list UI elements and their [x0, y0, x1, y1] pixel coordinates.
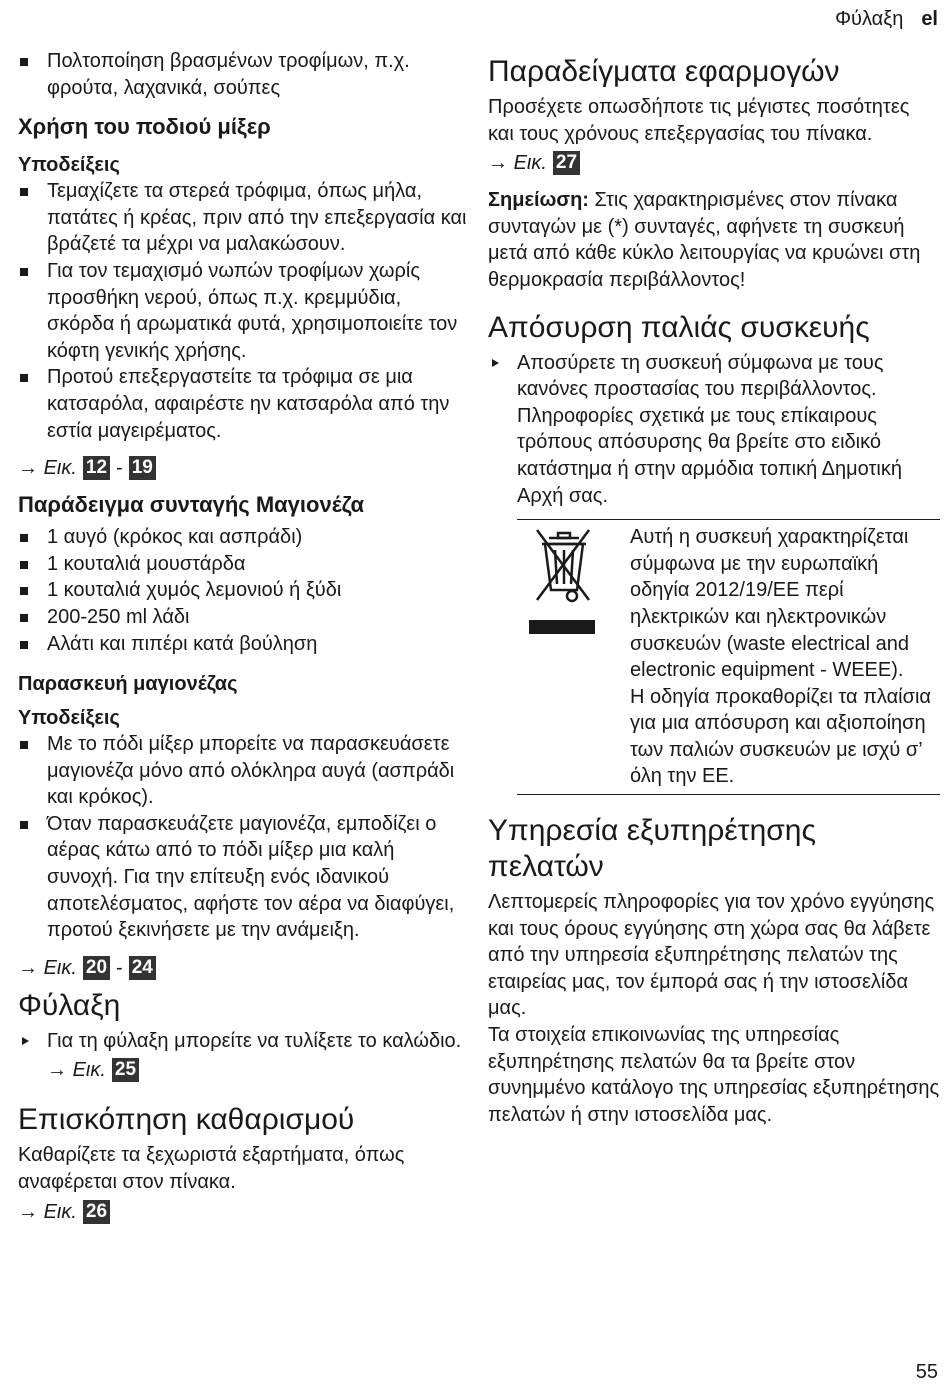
figure-reference: → Εικ. 12 - 19 — [18, 454, 468, 482]
recipe-heading: Παράδειγμα συνταγής Μαγιονέζα — [18, 492, 365, 518]
weee-box — [517, 519, 940, 795]
weee-bin-icon — [517, 524, 629, 790]
page-number: 55 — [915, 1361, 938, 1383]
list-item: Τεμαχίζετε τα στερεά τρόφιμα, όπως μήλα, πατάτες ή κρέας, πριν από την επεξεργασία και βράζετέ τα μέχρι να μαλακώσουν. — [18, 178, 468, 258]
list-item: Με το πόδι μίξερ μπορείτε να παρασκευάσετε μαγιονέζα μόνο από ολόκληρα αυγά (ασπράδι και κρόκος). — [18, 731, 468, 811]
note-label: Σημείωση: — [488, 189, 589, 212]
list-item: Αλάτι και πιπέρι κατά βούληση — [18, 631, 468, 658]
list-item: 200-250 ml λάδι — [18, 604, 468, 631]
tips-heading: Υποδείξεις — [18, 707, 120, 730]
disposal-text: Πληροφορίες σχετικά με τους επίκαιρους τρόπους απόσυρσης θα βρείτε στο ειδικό κατάστημα ή στην αρμόδια τοπική Δημοτική Αρχή σας. — [517, 404, 902, 507]
figure-reference: → Εικ. 26 — [18, 1198, 468, 1226]
list-item: Για τη φύλαξη μπορείτε να τυλίξετε το καλώδιο. — [18, 1028, 468, 1055]
running-header — [835, 8, 938, 31]
list-item: Όταν παρασκευάζετε μαγιονέζα, εμποδίζει ο αέρας κάτω από το πόδι μίξερ μια καλή συνοχή. Για την επίτευξη ενός ιδανικού αποτελέσματος, αφήστε τον αέρα να διαφύγει, προτού ξεκινήσετε με την ανάμειξη. — [18, 811, 468, 944]
figure-badge: 27 — [553, 151, 580, 175]
figure-badge: 25 — [112, 1058, 139, 1082]
weee-text: Αυτή η συσκευή χαρακτηρίζεται σύμφωνα με την ευρωπαϊκή οδηγία 2012/19/ΕΕ περί ηλεκτρικών και ηλεκτρονικών συσκευών (waste electrical and electronic equipment - WEEE). Η οδηγία προκαθορίζει τα πλαίσια για μια απόσυρση και αξιοποίηση των παλιών συσκευών με ισχύ σ’ όλη την ΕΕ. — [630, 526, 931, 788]
ingredients-list — [18, 524, 468, 657]
examples-text: Προσέχετε οπωσδήποτε τις μέγιστες ποσότητες και τους χρόνους επεξεργασίας του πίνακα. — [488, 96, 910, 145]
figure-reference: → Εικ. 27 — [488, 149, 940, 177]
list-item: 1 αυγό (κρόκος και ασπράδι) — [18, 524, 468, 551]
service-heading: Υπηρεσία εξυπηρέτησης πελατών — [488, 814, 816, 884]
figure-badge: 24 — [129, 956, 156, 980]
list-item: Για τον τεμαχισμό νωπών τροφίμων χωρίς προσθήκη νερού, όπως π.χ. κρεμμύδια, σκόρδα ή αρωματικά φυτά, χρησιμοποιείτε τον κόφτη γενικής χρήσης. — [18, 258, 468, 364]
arrow-icon: → — [47, 1059, 67, 1082]
right-column — [488, 48, 940, 1128]
service-text: Τα στοιχεία επικοινωνίας της υπηρεσίας εξυπηρέτησης πελατών θα τα βρείτε στον συνημμένο κατάλογο της υπηρεσίας εξυπηρέτησης πελατών ή στην ιστοσελίδα μας. — [488, 1024, 940, 1126]
tips-list — [18, 178, 468, 444]
left-column — [18, 48, 468, 1226]
cleaning-text: Καθαρίζετε τα ξεχωριστά εξαρτήματα, όπως αναφέρεται στον πίνακα. — [18, 1144, 405, 1194]
cleaning-heading: Επισκόπηση καθαρισμού — [18, 1103, 355, 1137]
prep-heading: Παρασκευή μαγιονέζας — [18, 673, 238, 696]
note-paragraph: Σημείωση: Στις χαρακτηρισμένες στον πίνακα συνταγών με (*) συνταγές, αφήνετε τη συσκευή μετά από κάθε κύκλο λειτουργίας να κρυώνει στη θερμοκρασία περιβάλλοντος! — [488, 189, 921, 291]
mixer-heading: Χρήση του ποδιού μίξερ — [18, 114, 271, 140]
tips-list — [18, 731, 468, 944]
figure-reference: → Εικ. 25 — [18, 1056, 468, 1084]
figure-badge: 12 — [83, 456, 110, 480]
list-item: Αποσύρετε τη συσκευή σύμφωνα με τους κανόνες προστασίας του περιβάλλοντος. — [488, 350, 940, 403]
disposal-heading: Απόσυρση παλιάς συσκευής — [488, 310, 870, 344]
list-item: Προτού επεξεργαστείτε τα τρόφιμα σε μια κατσαρόλα, αφαιρέστε ην κατσαρόλα από την εστία μαγειρέματος. — [18, 364, 468, 444]
examples-heading: Παραδείγματα εφαρμογών — [488, 55, 840, 88]
list-item: 1 κουταλιά χυμός λεμονιού ή ξύδι — [18, 577, 468, 604]
list-item: Πολτοποίηση βρασμένων τροφίμων, π.χ. φρούτα, λαχανικά, σούπες — [18, 48, 468, 101]
arrow-icon: → — [18, 956, 38, 979]
header-language: el — [921, 8, 938, 30]
storage-heading: Φύλαξη — [18, 988, 121, 1022]
figure-reference: → Εικ. 20 - 24 — [18, 954, 468, 982]
arrow-icon: → — [18, 457, 38, 480]
service-text: Λεπτομερείς πληροφορίες για τον χρόνο εγγύησης και τους όρους εγγύησης στη χώρα σας θα λάβετε από την υπηρεσία εξυπηρέτησης πελατών της εταιρείας μας, τον έμπορά σας ή την ιστοσελίδα μας. — [488, 891, 935, 1020]
arrow-icon: → — [488, 152, 508, 175]
figure-badge: 26 — [83, 1200, 110, 1224]
figure-badge: 20 — [83, 956, 110, 980]
list-item: 1 κουταλιά μουστάρδα — [18, 551, 468, 578]
tips-heading: Υποδείξεις — [18, 154, 120, 177]
arrow-icon: → — [18, 1200, 38, 1223]
header-section: Φύλαξη — [835, 8, 904, 30]
figure-badge: 19 — [129, 456, 156, 480]
